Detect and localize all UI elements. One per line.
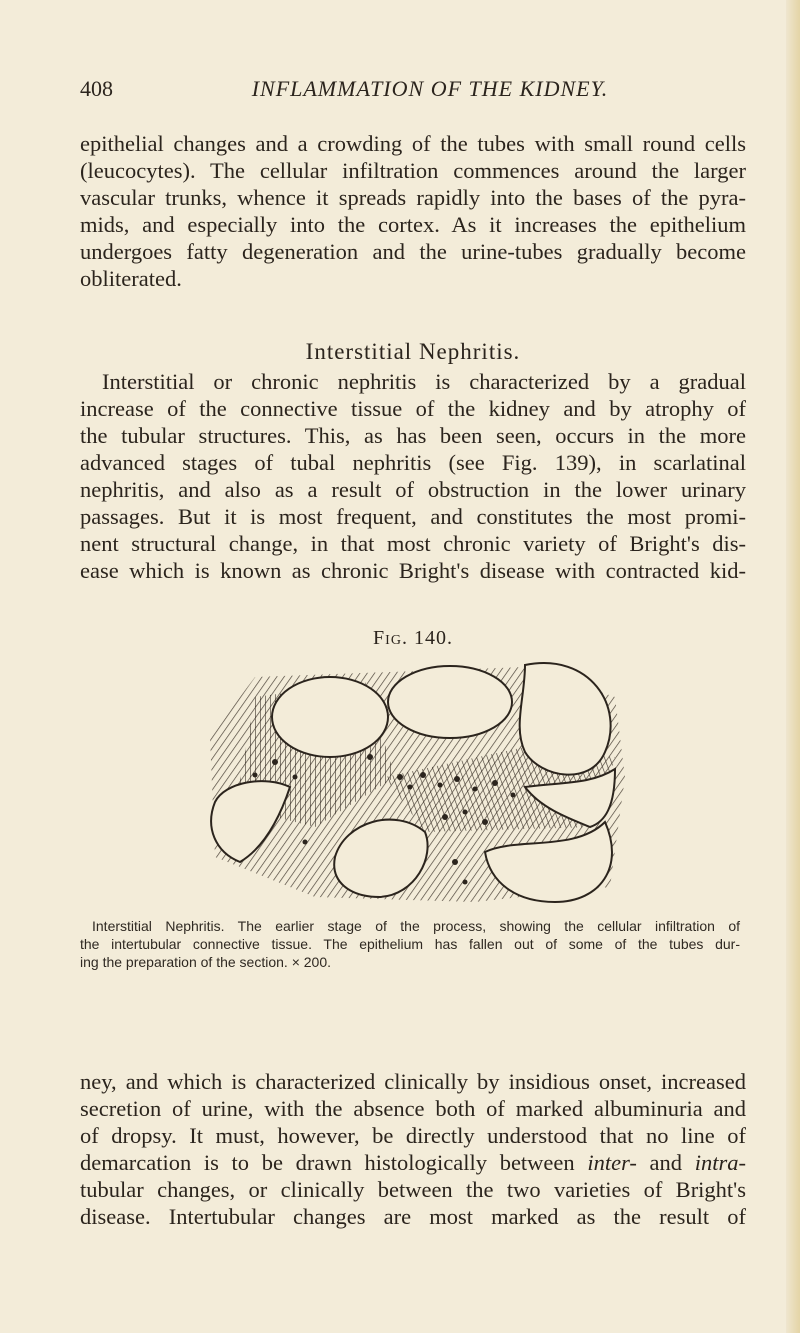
text-line: epithelial changes and a crowding of the tubes with small round cells [80, 131, 746, 156]
text-line: undergoes fatty degeneration and the urine-tubes gradually become [80, 239, 746, 264]
text-run: ney, and which is characterized clinically by insidious onset, increased [80, 1069, 746, 1094]
section-heading: Interstitial Nephritis. [305, 339, 521, 364]
text-run: tubular changes, or clinically between the two varieties of Bright's [80, 1177, 746, 1202]
text-line [80, 1203, 746, 1230]
caption-line: ing the preparation of the section. × 200. [80, 954, 332, 970]
figure-label: Fig. 140. [373, 627, 453, 649]
caption-line: the intertubular connective tissue. The epithelium has fallen out of some of the tubes dur- [80, 936, 740, 952]
text-line [80, 1068, 746, 1095]
text-line: increase of the connective tissue of the kidney and by atrophy of [80, 396, 746, 421]
text-run: of dropsy. It must, however, be directly understood that no line of [80, 1123, 746, 1148]
text-line: Interstitial or chronic nephritis is characterized by a gradual [102, 369, 746, 394]
text-run: secretion of urine, with the absence both of marked albuminuria and [80, 1096, 746, 1121]
paragraph-1 [80, 130, 746, 292]
text-line: nephritis, and also as a result of obstruction in the lower urinary [80, 477, 746, 502]
page-edge [786, 0, 800, 1333]
caption-line: Interstitial Nephritis. The earlier stage of the process, showing the cellular infiltration of [92, 918, 740, 934]
text-line: mids, and especially into the cortex. As it increases the epithelium [80, 212, 746, 237]
text-line: ease which is known as chronic Bright's disease with contracted kid- [80, 558, 746, 583]
italic-run: intra- [694, 1150, 746, 1175]
running-head: INFLAMMATION OF THE KIDNEY. [251, 76, 609, 101]
paragraph-2 [80, 368, 746, 584]
text-line: the tubular structures. This, as has been seen, occurs in the more [80, 423, 746, 448]
text-line [80, 1176, 746, 1203]
text-line: obliterated. [80, 266, 182, 291]
text-line: (leucocytes). The cellular infiltration commences around the larger [80, 158, 746, 183]
page-number: 408 [80, 76, 113, 101]
text-line: passages. But it is most frequent, and constitutes the most promi- [80, 504, 746, 529]
text-run: and [636, 1150, 695, 1175]
text-line: nent structural change, in that most chronic variety of Bright's dis- [80, 531, 746, 556]
text-line: advanced stages of tubal nephritis (see Fig. 139), in scarlatinal [80, 450, 746, 475]
text-line: vascular trunks, whence it spreads rapidly into the bases of the pyra- [80, 185, 746, 210]
histology-illustration [195, 657, 635, 907]
text-run: demarcation is to be drawn histologically between [80, 1150, 588, 1175]
page-header [80, 76, 740, 110]
text-line [80, 1149, 746, 1176]
text-line [80, 1122, 746, 1149]
italic-run: inter- [587, 1150, 637, 1175]
figure-caption [80, 917, 740, 971]
text-line [80, 1095, 746, 1122]
paragraph-3 [80, 1068, 746, 1230]
text-run: disease. Intertubular changes are most marked as the result of [80, 1204, 746, 1229]
